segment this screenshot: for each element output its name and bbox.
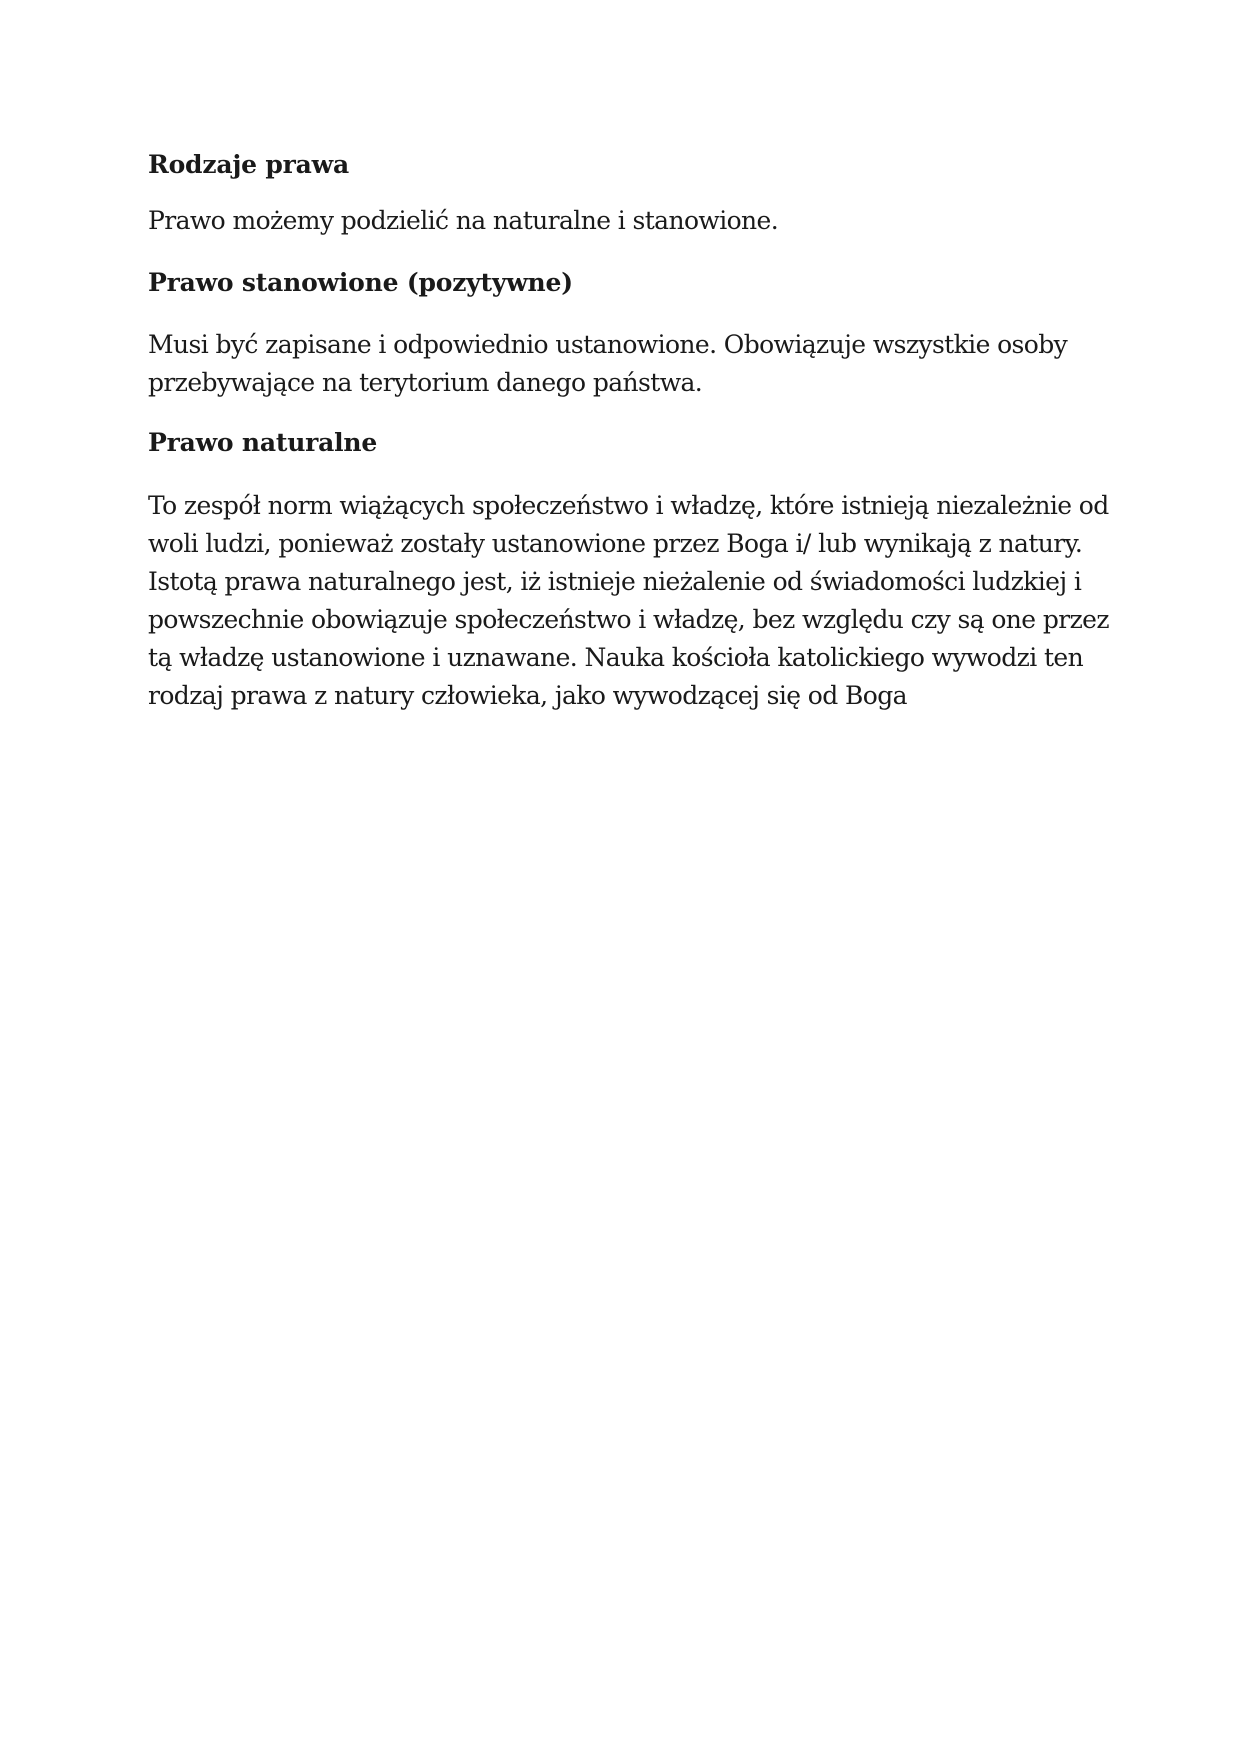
paragraph-line: rodzaj prawa z natury człowieka, jako wywodzącej się od Boga [148,681,907,710]
paragraph-prawo-stanowione [148,326,1098,402]
heading-rodzaje-prawa: Rodzaje prawa [148,150,349,179]
paragraph-line: powszechnie obowiązuje społeczeństwo i władzę, bez względu czy są one przez [148,605,1109,634]
paragraph-line: Musi być zapisane i odpowiednio ustanowione. Obowiązuje wszystkie osoby [148,330,1068,359]
paragraph-prawo-naturalne [148,487,1109,715]
heading-prawo-stanowione: Prawo stanowione (pozytywne) [148,268,573,297]
intro-paragraph: Prawo możemy podzielić na naturalne i stanowione. [148,206,779,235]
paragraph-line: woli ludzi, ponieważ zostały ustanowione przez Boga i/ lub wynikają z natury. [148,529,1083,558]
paragraph-line: przebywające na terytorium danego państwa. [148,368,703,397]
paragraph-line: To zespół norm wiążących społeczeństwo i władzę, które istnieją niezależnie od [148,491,1109,520]
heading-prawo-naturalne: Prawo naturalne [148,428,378,457]
paragraph-line: Istotą prawa naturalnego jest, iż istnieje nieżalenie od świadomości ludzkiej i [148,567,1082,596]
paragraph-line: tą władzę ustanowione i uznawane. Nauka kościoła katolickiego wywodzi ten [148,643,1084,672]
